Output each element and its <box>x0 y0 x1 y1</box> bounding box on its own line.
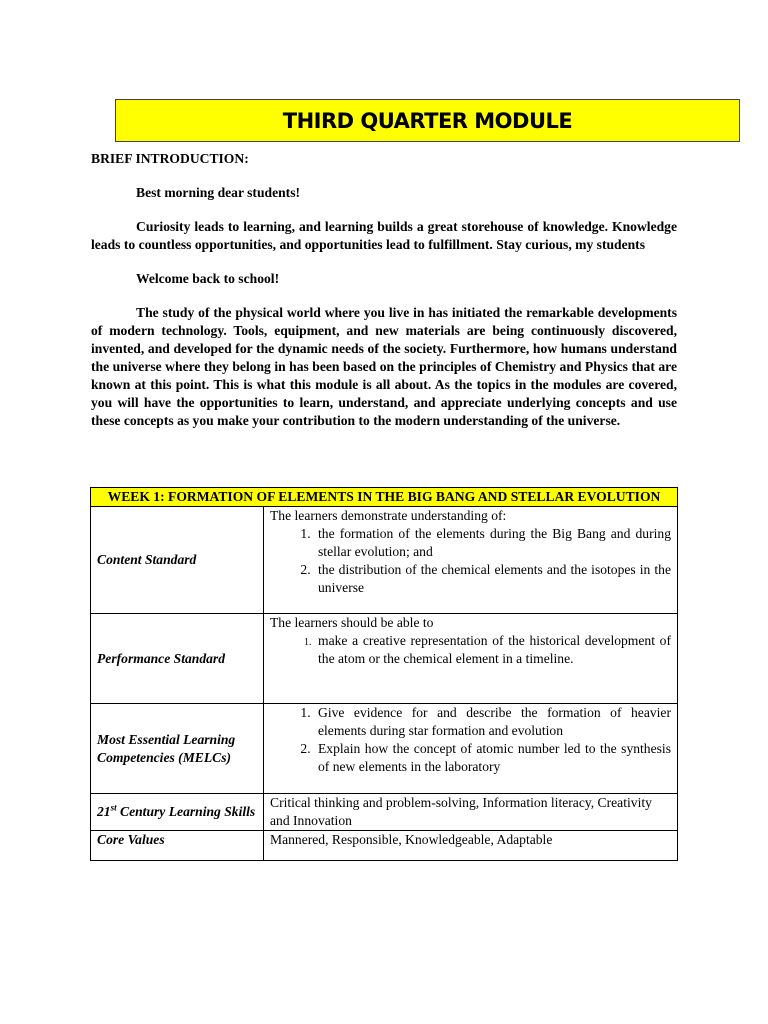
week-header-row <box>91 488 678 507</box>
melcs-cell <box>264 704 678 794</box>
module-title: THIRD QUARTER MODULE <box>115 99 740 142</box>
performance-standard-lead: The learners should be able to <box>270 615 434 630</box>
list-item: 1. make a creative representation of the historical development of the atom or the chemical element in a timeline. <box>314 632 671 668</box>
skills-label <box>91 794 264 831</box>
performance-standard-label: Performance Standard <box>91 614 264 704</box>
melcs-list <box>270 704 671 776</box>
list-item: 2. the distribution of the chemical elements and the isotopes in the universe <box>314 561 671 597</box>
introduction-section <box>91 150 677 430</box>
list-item: 1. Give evidence for and describe the formation of heavier elements during star formation and evolution <box>314 704 671 740</box>
skills-row <box>91 794 678 831</box>
content-standard-lead: The learners demonstrate understanding of: <box>270 508 507 523</box>
skills-label-text: Century Learning Skills <box>116 804 256 819</box>
core-values-row <box>91 831 678 861</box>
welcome-text: Welcome back to school! <box>136 271 280 286</box>
core-values-value: Mannered, Responsible, Knowledgeable, Adaptable <box>264 831 678 861</box>
week-1-table <box>90 487 678 861</box>
core-values-label: Core Values <box>91 831 264 861</box>
performance-standard-cell <box>264 614 678 704</box>
study-paragraph: The study of the physical world where you live in has initiated the remarkable developments of modern technology. Tools, equipment, and new materials are being continuously discovered, invented, and developed for the dynamic needs of the society. Furthermore, how humans understand the universe where they belong in has been based on the principles of Chemistry and Physics that are known at this point. This is what this module is all about. As the topics in the modules are covered, you will have the opportunities to learn, understand, and appreciate underlying concepts and use these concepts as you make your contribution to the modern understanding of the universe. <box>91 305 677 428</box>
content-standard-list <box>270 525 671 597</box>
melcs-row <box>91 704 678 794</box>
content-standard-cell <box>264 507 678 614</box>
curiosity-paragraph: Curiosity leads to learning, and learning builds a great storehouse of knowledge. Knowledge leads to countless opportunities, and opportunities lead to fulfillment. Stay curious, my students <box>91 219 677 252</box>
skills-label-suffix: st <box>110 802 117 813</box>
skills-value: Critical thinking and problem-solving, Information literacy, Creativity and Innovation <box>264 794 678 831</box>
content-standard-row <box>91 507 678 614</box>
content-standard-label: Content Standard <box>91 507 264 614</box>
melcs-label: Most Essential Learning Competencies (MELCs) <box>91 704 264 794</box>
performance-standard-list <box>270 632 671 668</box>
skills-label-number: 21 <box>97 804 111 819</box>
list-item: 1. the formation of the elements during the Big Bang and during stellar evolution; and <box>314 525 671 561</box>
performance-standard-row <box>91 614 678 704</box>
greeting-text: Best morning dear students! <box>136 185 301 200</box>
week-header: WEEK 1: FORMATION OF ELEMENTS IN THE BIG BANG AND STELLAR EVOLUTION <box>91 488 678 507</box>
intro-heading: BRIEF INTRODUCTION: <box>91 151 249 166</box>
list-item: 2. Explain how the concept of atomic number led to the synthesis of new elements in the laboratory <box>314 740 671 776</box>
